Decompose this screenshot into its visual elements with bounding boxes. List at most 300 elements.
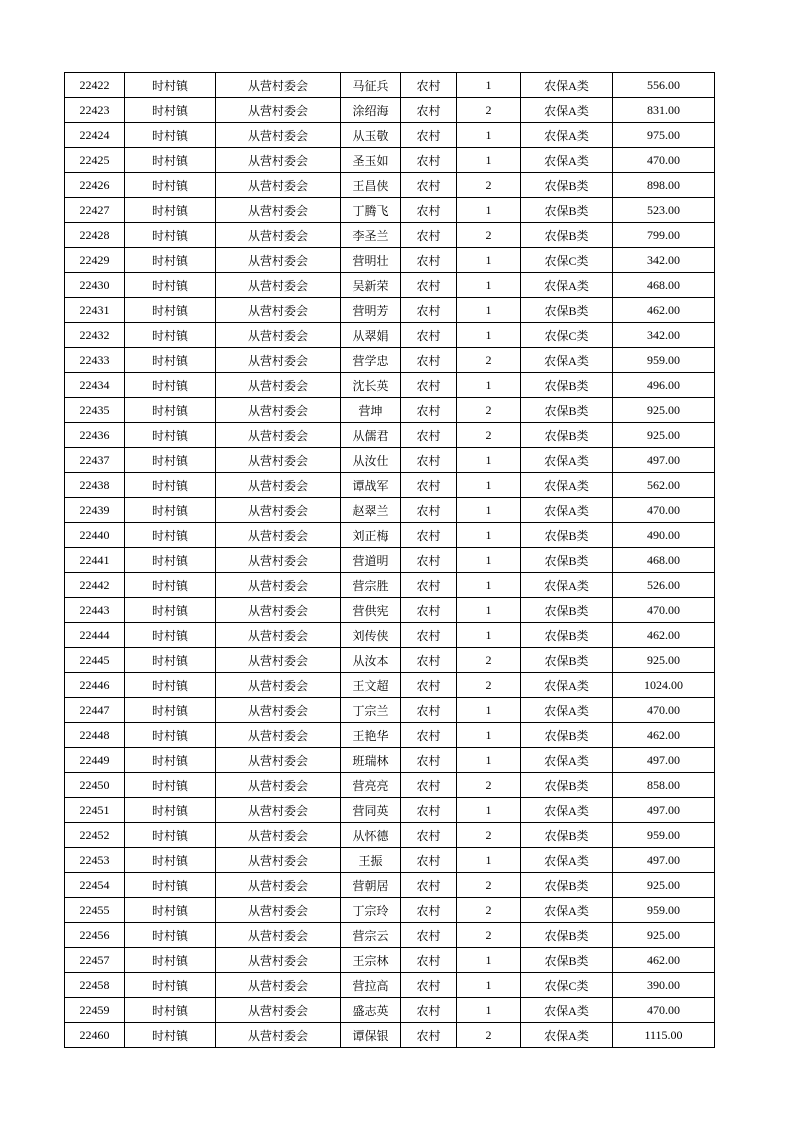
cell-amount: 342.00 [613, 323, 715, 348]
cell-amount: 959.00 [613, 898, 715, 923]
cell-town: 时村镇 [125, 673, 216, 698]
cell-village: 从营村委会 [216, 698, 341, 723]
cell-type: 农保A类 [521, 798, 613, 823]
cell-type: 农保A类 [521, 148, 613, 173]
table-row [65, 573, 715, 598]
cell-name: 王宗林 [341, 948, 401, 973]
table-row [65, 998, 715, 1023]
cell-amount: 470.00 [613, 148, 715, 173]
cell-amount: 497.00 [613, 448, 715, 473]
cell-area: 农村 [401, 323, 457, 348]
cell-village: 从营村委会 [216, 323, 341, 348]
cell-count: 2 [457, 173, 521, 198]
cell-town: 时村镇 [125, 73, 216, 98]
cell-amount: 556.00 [613, 73, 715, 98]
cell-area: 农村 [401, 398, 457, 423]
cell-amount: 462.00 [613, 298, 715, 323]
cell-village: 从营村委会 [216, 373, 341, 398]
cell-id: 22452 [65, 823, 125, 848]
cell-area: 农村 [401, 198, 457, 223]
cell-type: 农保B类 [521, 623, 613, 648]
cell-name: 吴新荣 [341, 273, 401, 298]
cell-id: 22450 [65, 773, 125, 798]
cell-id: 22447 [65, 698, 125, 723]
cell-count: 2 [457, 923, 521, 948]
cell-area: 农村 [401, 823, 457, 848]
cell-count: 1 [457, 73, 521, 98]
cell-town: 时村镇 [125, 973, 216, 998]
cell-amount: 925.00 [613, 398, 715, 423]
cell-id: 22456 [65, 923, 125, 948]
cell-count: 1 [457, 323, 521, 348]
cell-town: 时村镇 [125, 1023, 216, 1048]
table-row [65, 898, 715, 923]
cell-village: 从营村委会 [216, 473, 341, 498]
cell-area: 农村 [401, 223, 457, 248]
cell-amount: 858.00 [613, 773, 715, 798]
cell-name: 营学忠 [341, 348, 401, 373]
cell-amount: 470.00 [613, 998, 715, 1023]
cell-town: 时村镇 [125, 848, 216, 873]
cell-village: 从营村委会 [216, 723, 341, 748]
cell-count: 1 [457, 798, 521, 823]
cell-count: 1 [457, 723, 521, 748]
cell-town: 时村镇 [125, 923, 216, 948]
cell-name: 刘传侠 [341, 623, 401, 648]
table-row [65, 698, 715, 723]
cell-name: 营亮亮 [341, 773, 401, 798]
cell-village: 从营村委会 [216, 498, 341, 523]
cell-amount: 925.00 [613, 423, 715, 448]
cell-area: 农村 [401, 998, 457, 1023]
cell-amount: 470.00 [613, 598, 715, 623]
cell-area: 农村 [401, 923, 457, 948]
cell-amount: 470.00 [613, 698, 715, 723]
cell-type: 农保A类 [521, 273, 613, 298]
cell-name: 从儒君 [341, 423, 401, 448]
cell-name: 丁宗玲 [341, 898, 401, 923]
cell-count: 1 [457, 598, 521, 623]
cell-amount: 468.00 [613, 273, 715, 298]
cell-town: 时村镇 [125, 698, 216, 723]
cell-name: 营朝居 [341, 873, 401, 898]
cell-name: 刘正梅 [341, 523, 401, 548]
cell-count: 1 [457, 548, 521, 573]
cell-type: 农保A类 [521, 98, 613, 123]
cell-name: 班瑞林 [341, 748, 401, 773]
cell-name: 营供宪 [341, 598, 401, 623]
cell-name: 丁宗兰 [341, 698, 401, 723]
cell-count: 2 [457, 773, 521, 798]
cell-village: 从营村委会 [216, 823, 341, 848]
cell-type: 农保A类 [521, 898, 613, 923]
cell-type: 农保B类 [521, 198, 613, 223]
cell-type: 农保A类 [521, 848, 613, 873]
cell-id: 22441 [65, 548, 125, 573]
cell-name: 营明壮 [341, 248, 401, 273]
cell-town: 时村镇 [125, 148, 216, 173]
cell-town: 时村镇 [125, 323, 216, 348]
cell-area: 农村 [401, 423, 457, 448]
cell-count: 1 [457, 973, 521, 998]
cell-amount: 959.00 [613, 348, 715, 373]
cell-type: 农保A类 [521, 698, 613, 723]
table-row [65, 298, 715, 323]
cell-name: 从翠娟 [341, 323, 401, 348]
cell-amount: 898.00 [613, 173, 715, 198]
cell-count: 2 [457, 1023, 521, 1048]
cell-amount: 1115.00 [613, 1023, 715, 1048]
cell-town: 时村镇 [125, 548, 216, 573]
cell-count: 1 [457, 373, 521, 398]
cell-area: 农村 [401, 148, 457, 173]
cell-town: 时村镇 [125, 773, 216, 798]
cell-id: 22458 [65, 973, 125, 998]
cell-area: 农村 [401, 673, 457, 698]
cell-type: 农保B类 [521, 548, 613, 573]
cell-name: 赵翠兰 [341, 498, 401, 523]
cell-amount: 470.00 [613, 498, 715, 523]
table-row [65, 923, 715, 948]
cell-count: 1 [457, 298, 521, 323]
cell-id: 22439 [65, 498, 125, 523]
cell-name: 营坤 [341, 398, 401, 423]
cell-town: 时村镇 [125, 823, 216, 848]
cell-name: 王艳华 [341, 723, 401, 748]
cell-type: 农保B类 [521, 773, 613, 798]
table-row [65, 98, 715, 123]
table-row [65, 848, 715, 873]
cell-count: 2 [457, 823, 521, 848]
cell-amount: 497.00 [613, 748, 715, 773]
cell-area: 农村 [401, 548, 457, 573]
cell-amount: 925.00 [613, 873, 715, 898]
cell-town: 时村镇 [125, 798, 216, 823]
cell-amount: 1024.00 [613, 673, 715, 698]
cell-type: 农保C类 [521, 973, 613, 998]
table-row [65, 348, 715, 373]
cell-id: 22434 [65, 373, 125, 398]
cell-area: 农村 [401, 298, 457, 323]
cell-area: 农村 [401, 948, 457, 973]
table-row [65, 473, 715, 498]
cell-village: 从营村委会 [216, 873, 341, 898]
table-row [65, 548, 715, 573]
cell-name: 王振 [341, 848, 401, 873]
cell-name: 从汝本 [341, 648, 401, 673]
cell-amount: 799.00 [613, 223, 715, 248]
cell-village: 从营村委会 [216, 948, 341, 973]
cell-id: 22459 [65, 998, 125, 1023]
cell-count: 1 [457, 623, 521, 648]
cell-count: 1 [457, 698, 521, 723]
cell-town: 时村镇 [125, 223, 216, 248]
table-body [65, 73, 715, 1048]
table-row [65, 423, 715, 448]
cell-area: 农村 [401, 273, 457, 298]
cell-village: 从营村委会 [216, 123, 341, 148]
cell-id: 22426 [65, 173, 125, 198]
table-row [65, 673, 715, 698]
cell-town: 时村镇 [125, 273, 216, 298]
cell-town: 时村镇 [125, 623, 216, 648]
cell-count: 1 [457, 473, 521, 498]
cell-id: 22457 [65, 948, 125, 973]
cell-area: 农村 [401, 248, 457, 273]
cell-village: 从营村委会 [216, 73, 341, 98]
cell-amount: 925.00 [613, 923, 715, 948]
cell-village: 从营村委会 [216, 898, 341, 923]
cell-count: 1 [457, 148, 521, 173]
cell-town: 时村镇 [125, 573, 216, 598]
cell-type: 农保B类 [521, 398, 613, 423]
cell-village: 从营村委会 [216, 923, 341, 948]
table-row [65, 823, 715, 848]
cell-area: 农村 [401, 98, 457, 123]
cell-count: 2 [457, 673, 521, 698]
cell-count: 1 [457, 573, 521, 598]
cell-name: 营拉高 [341, 973, 401, 998]
cell-type: 农保A类 [521, 473, 613, 498]
cell-id: 22454 [65, 873, 125, 898]
cell-type: 农保A类 [521, 998, 613, 1023]
cell-count: 1 [457, 198, 521, 223]
cell-name: 营宗云 [341, 923, 401, 948]
cell-area: 农村 [401, 1023, 457, 1048]
cell-town: 时村镇 [125, 523, 216, 548]
cell-name: 营同英 [341, 798, 401, 823]
cell-id: 22446 [65, 673, 125, 698]
cell-village: 从营村委会 [216, 798, 341, 823]
cell-area: 农村 [401, 573, 457, 598]
cell-type: 农保A类 [521, 673, 613, 698]
cell-count: 2 [457, 423, 521, 448]
cell-town: 时村镇 [125, 398, 216, 423]
cell-name: 马征兵 [341, 73, 401, 98]
cell-type: 农保A类 [521, 1023, 613, 1048]
cell-amount: 468.00 [613, 548, 715, 573]
cell-id: 22444 [65, 623, 125, 648]
cell-type: 农保A类 [521, 123, 613, 148]
cell-id: 22431 [65, 298, 125, 323]
cell-id: 22442 [65, 573, 125, 598]
table-row [65, 798, 715, 823]
cell-id: 22436 [65, 423, 125, 448]
cell-count: 2 [457, 398, 521, 423]
cell-id: 22435 [65, 398, 125, 423]
cell-type: 农保B类 [521, 723, 613, 748]
table-row [65, 73, 715, 98]
cell-area: 农村 [401, 348, 457, 373]
cell-town: 时村镇 [125, 423, 216, 448]
cell-village: 从营村委会 [216, 848, 341, 873]
table-row [65, 198, 715, 223]
cell-village: 从营村委会 [216, 98, 341, 123]
cell-town: 时村镇 [125, 598, 216, 623]
cell-amount: 462.00 [613, 723, 715, 748]
cell-village: 从营村委会 [216, 598, 341, 623]
cell-name: 盛志英 [341, 998, 401, 1023]
cell-type: 农保B类 [521, 823, 613, 848]
cell-area: 农村 [401, 723, 457, 748]
cell-type: 农保B类 [521, 173, 613, 198]
table-row [65, 123, 715, 148]
cell-count: 1 [457, 498, 521, 523]
table-row [65, 448, 715, 473]
cell-area: 农村 [401, 773, 457, 798]
cell-type: 农保B类 [521, 423, 613, 448]
cell-id: 22449 [65, 748, 125, 773]
cell-count: 2 [457, 873, 521, 898]
cell-town: 时村镇 [125, 373, 216, 398]
cell-area: 农村 [401, 748, 457, 773]
cell-village: 从营村委会 [216, 173, 341, 198]
cell-count: 2 [457, 348, 521, 373]
table-row [65, 173, 715, 198]
cell-id: 22422 [65, 73, 125, 98]
cell-name: 沈长英 [341, 373, 401, 398]
table-row [65, 1023, 715, 1048]
cell-id: 22423 [65, 98, 125, 123]
cell-town: 时村镇 [125, 648, 216, 673]
cell-area: 农村 [401, 848, 457, 873]
cell-village: 从营村委会 [216, 523, 341, 548]
cell-id: 22440 [65, 523, 125, 548]
table-row [65, 498, 715, 523]
cell-amount: 496.00 [613, 373, 715, 398]
cell-area: 农村 [401, 173, 457, 198]
cell-village: 从营村委会 [216, 148, 341, 173]
cell-type: 农保B类 [521, 948, 613, 973]
cell-id: 22453 [65, 848, 125, 873]
cell-count: 1 [457, 273, 521, 298]
cell-type: 农保A类 [521, 748, 613, 773]
cell-amount: 462.00 [613, 623, 715, 648]
cell-name: 王昌侠 [341, 173, 401, 198]
table-row [65, 248, 715, 273]
cell-area: 农村 [401, 898, 457, 923]
cell-area: 农村 [401, 473, 457, 498]
cell-count: 2 [457, 898, 521, 923]
cell-id: 22430 [65, 273, 125, 298]
cell-id: 22460 [65, 1023, 125, 1048]
cell-area: 农村 [401, 698, 457, 723]
cell-count: 1 [457, 123, 521, 148]
cell-village: 从营村委会 [216, 348, 341, 373]
cell-area: 农村 [401, 648, 457, 673]
cell-area: 农村 [401, 598, 457, 623]
cell-type: 农保C类 [521, 323, 613, 348]
cell-village: 从营村委会 [216, 748, 341, 773]
cell-town: 时村镇 [125, 473, 216, 498]
table-row [65, 748, 715, 773]
cell-town: 时村镇 [125, 498, 216, 523]
cell-town: 时村镇 [125, 873, 216, 898]
table-row [65, 623, 715, 648]
cell-name: 王文超 [341, 673, 401, 698]
cell-area: 农村 [401, 798, 457, 823]
cell-amount: 831.00 [613, 98, 715, 123]
cell-village: 从营村委会 [216, 573, 341, 598]
cell-count: 1 [457, 248, 521, 273]
cell-town: 时村镇 [125, 123, 216, 148]
cell-name: 圣玉如 [341, 148, 401, 173]
cell-id: 22443 [65, 598, 125, 623]
cell-count: 1 [457, 848, 521, 873]
cell-id: 22432 [65, 323, 125, 348]
cell-town: 时村镇 [125, 898, 216, 923]
cell-id: 22427 [65, 198, 125, 223]
table-row [65, 598, 715, 623]
cell-id: 22437 [65, 448, 125, 473]
cell-name: 丁腾飞 [341, 198, 401, 223]
cell-id: 22429 [65, 248, 125, 273]
cell-area: 农村 [401, 873, 457, 898]
cell-name: 营宗胜 [341, 573, 401, 598]
cell-amount: 562.00 [613, 473, 715, 498]
cell-town: 时村镇 [125, 748, 216, 773]
cell-type: 农保B类 [521, 923, 613, 948]
cell-town: 时村镇 [125, 948, 216, 973]
cell-town: 时村镇 [125, 348, 216, 373]
cell-type: 农保B类 [521, 373, 613, 398]
cell-amount: 526.00 [613, 573, 715, 598]
cell-name: 谭战军 [341, 473, 401, 498]
cell-area: 农村 [401, 498, 457, 523]
cell-id: 22448 [65, 723, 125, 748]
cell-amount: 975.00 [613, 123, 715, 148]
cell-village: 从营村委会 [216, 398, 341, 423]
table-row [65, 398, 715, 423]
cell-type: 农保A类 [521, 448, 613, 473]
cell-town: 时村镇 [125, 998, 216, 1023]
cell-type: 农保B类 [521, 298, 613, 323]
cell-amount: 497.00 [613, 798, 715, 823]
cell-count: 1 [457, 523, 521, 548]
cell-village: 从营村委会 [216, 448, 341, 473]
cell-type: 农保A类 [521, 573, 613, 598]
cell-type: 农保B类 [521, 648, 613, 673]
table-row [65, 148, 715, 173]
cell-amount: 342.00 [613, 248, 715, 273]
cell-name: 从怀德 [341, 823, 401, 848]
cell-area: 农村 [401, 448, 457, 473]
cell-amount: 490.00 [613, 523, 715, 548]
cell-name: 李圣兰 [341, 223, 401, 248]
pension-table [64, 72, 715, 1048]
cell-area: 农村 [401, 73, 457, 98]
cell-village: 从营村委会 [216, 198, 341, 223]
cell-village: 从营村委会 [216, 648, 341, 673]
cell-name: 涂绍海 [341, 98, 401, 123]
cell-count: 1 [457, 948, 521, 973]
cell-village: 从营村委会 [216, 673, 341, 698]
cell-town: 时村镇 [125, 173, 216, 198]
cell-type: 农保A类 [521, 498, 613, 523]
cell-id: 22455 [65, 898, 125, 923]
cell-area: 农村 [401, 373, 457, 398]
cell-id: 22428 [65, 223, 125, 248]
cell-village: 从营村委会 [216, 1023, 341, 1048]
cell-village: 从营村委会 [216, 973, 341, 998]
cell-id: 22438 [65, 473, 125, 498]
cell-village: 从营村委会 [216, 273, 341, 298]
cell-amount: 523.00 [613, 198, 715, 223]
table-row [65, 723, 715, 748]
cell-amount: 462.00 [613, 948, 715, 973]
cell-name: 谭保银 [341, 1023, 401, 1048]
table-row [65, 373, 715, 398]
